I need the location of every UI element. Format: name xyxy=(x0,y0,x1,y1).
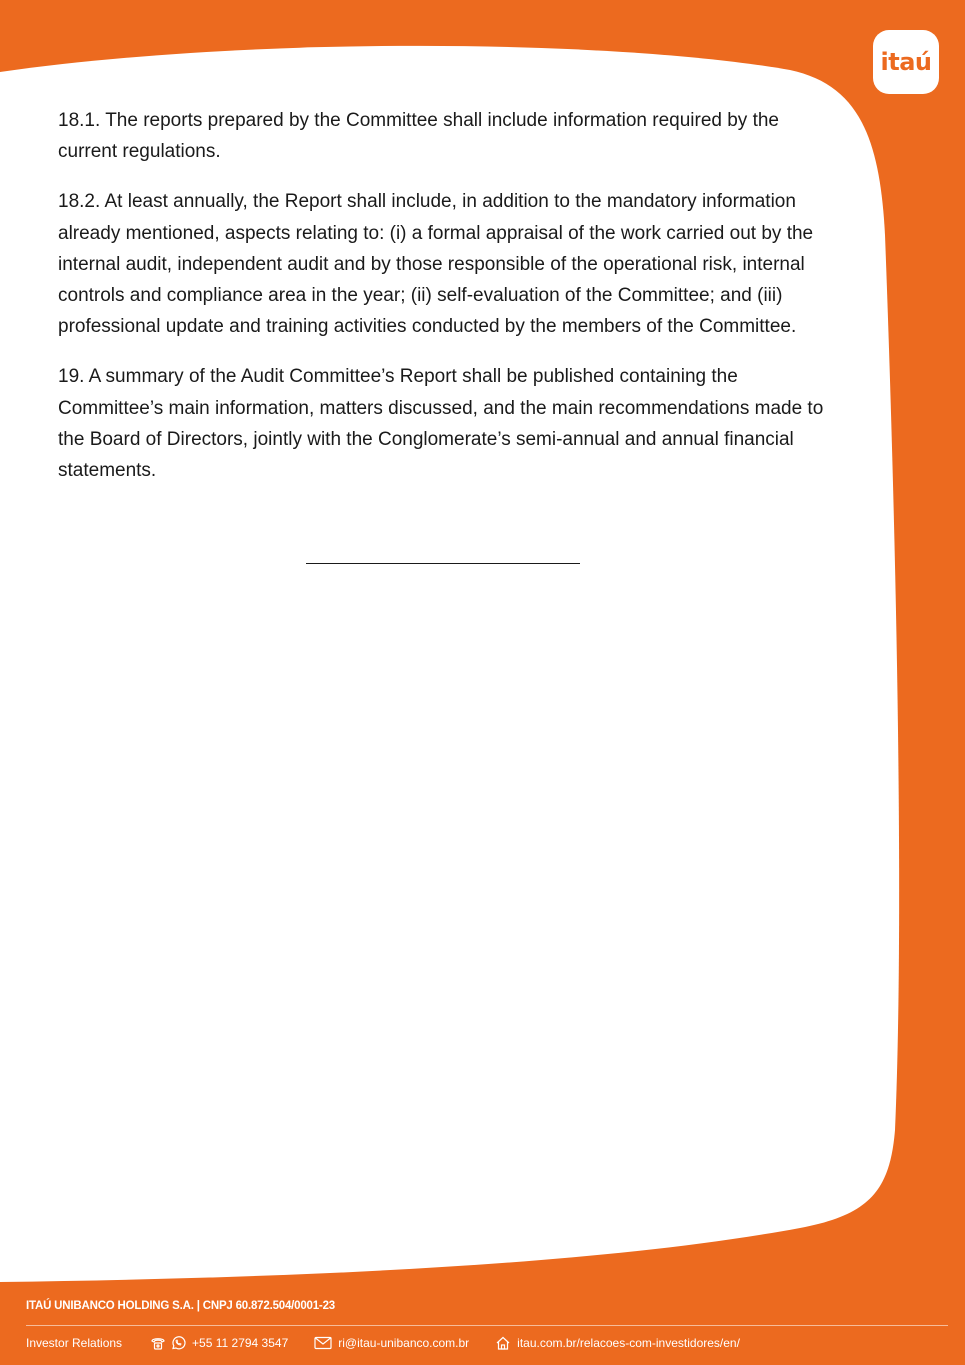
itau-logo xyxy=(873,30,939,94)
logo-text: itaú xyxy=(880,48,932,76)
footer-divider xyxy=(26,1325,948,1326)
paragraph-18-2: 18.2. At least annually, the Report shall include, in addition to the mandatory information already mentioned, aspects relating to: (i) a formal appraisal of the work carried out by the internal audit, independent audit and by those responsible of the operational risk, internal controls and compliance area in the year; (ii) self-evaluation of the Committee; and (iii) professional update and training activities conducted by the members of the Committee. xyxy=(58,191,814,338)
whatsapp-icon xyxy=(170,1335,186,1351)
end-of-document-rule xyxy=(306,563,580,564)
investor-relations-label: Investor Relations xyxy=(26,1336,123,1350)
paragraph-18-1: 18.1. The reports prepared by the Committee shall include information required by the current regulations. xyxy=(58,110,779,163)
footer-contacts xyxy=(26,1333,740,1353)
mail-icon xyxy=(314,1336,332,1350)
footer-company-line: ITAÚ UNIBANCO HOLDING S.A. | CNPJ 60.872.504/0001-23 xyxy=(26,1300,335,1312)
phone-icon xyxy=(150,1335,166,1351)
paragraph-19: 19. A summary of the Audit Committee’s Report shall be published containing the Committee’s main information, matters discussed, and the main recommendations made to the Board of Directors, jointly with the Conglomerate’s semi-annual and annual financial statements. xyxy=(58,366,824,482)
home-icon xyxy=(495,1335,511,1351)
email-link[interactable]: ri@itau-unibanco.com.br xyxy=(338,1336,470,1350)
document-body xyxy=(58,105,833,505)
website-link[interactable]: itau.com.br/relacoes-com-investidores/en/ xyxy=(517,1336,740,1350)
phone-number-link[interactable]: +55 11 2794 3547 xyxy=(192,1336,289,1350)
